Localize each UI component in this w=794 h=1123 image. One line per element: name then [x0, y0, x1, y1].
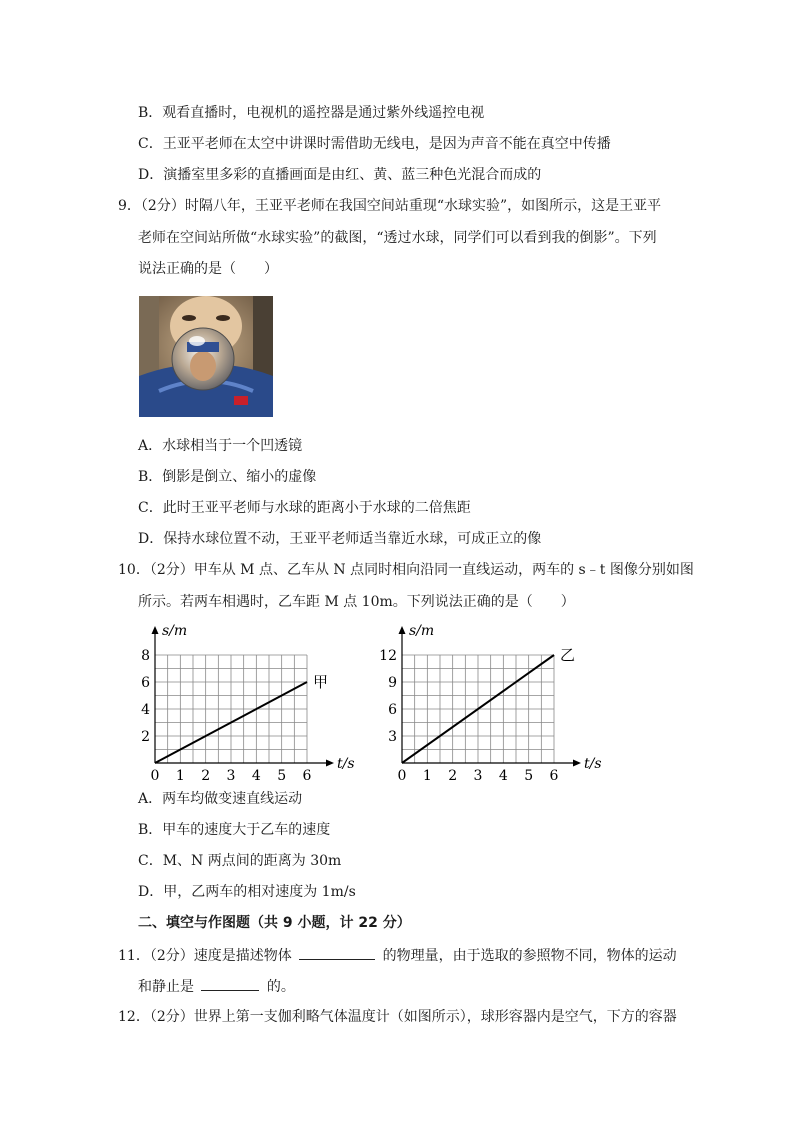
x-tick-label: 0 — [397, 768, 407, 783]
x-axis-arrow — [573, 760, 581, 767]
x-tick-label: 2 — [201, 768, 211, 783]
q12-line1: 12．（2分）世界上第一支伽利略气体温度计（如图所示），球形容器内是空气，下方的容器 — [118, 1009, 677, 1025]
q10-stem-line2: 所示。若两车相遇时，乙车距 M 点 10m。下列说法正确的是（ ） — [138, 594, 575, 610]
y-tick-label: 2 — [141, 729, 150, 745]
y-axis-label: s/m — [409, 623, 435, 639]
q11-blank-1[interactable] — [299, 945, 375, 960]
q9-stem-line3: 说法正确的是（ ） — [138, 261, 278, 277]
q8-option-b: B．观看直播时，电视机的遥控器是通过紫外线遥控电视 — [138, 105, 485, 121]
q11-text-1: 11．（2分）速度是描述物体 — [118, 948, 292, 964]
x-axis-label: t/s — [584, 756, 602, 772]
q10-option-a: A．两车均做变速直线运动 — [138, 791, 303, 807]
q11-text-4: 的。 — [266, 979, 295, 995]
q10-option-d: D．甲，乙两车的相对速度为 1m/s — [138, 884, 356, 900]
q11-line2 — [138, 976, 295, 996]
x-tick-label: 4 — [498, 768, 508, 783]
q10-stem-line1: 10．（2分）甲车从 M 点、乙车从 N 点同时相向沿同一直线运动，两车的 s﹣t 图像分别如图 — [118, 562, 694, 578]
y-tick-label: 12 — [379, 648, 397, 664]
y-tick-label: 4 — [141, 702, 150, 718]
x-tick-label: 3 — [226, 768, 236, 783]
series-label: 甲 — [313, 673, 329, 691]
x-axis-arrow — [326, 760, 334, 767]
y-tick-label: 6 — [141, 675, 150, 691]
q9-stem-line1: 9．（2分）时隔八年，王亚平老师在我国空间站重现“水球实验”，如图所示，这是王亚平 — [118, 198, 662, 214]
chart-jia — [130, 618, 355, 783]
x-tick-label: 5 — [277, 768, 287, 783]
x-tick-label: 1 — [175, 768, 185, 783]
q9-option-c: C．此时王亚平老师与水球的距离小于水球的二倍焦距 — [138, 500, 471, 516]
y-tick-label: 8 — [141, 648, 150, 664]
series-label: 乙 — [560, 646, 576, 664]
q9-option-b: B．倒影是倒立、缩小的虚像 — [138, 469, 317, 485]
x-tick-label: 2 — [448, 768, 458, 783]
q9-stem-line2: 老师在空间站所做“水球实验”的截图，“透过水球，同学们可以看到我的倒影”。下列 — [138, 230, 657, 246]
y-axis-label: s/m — [162, 623, 188, 639]
y-axis-arrow — [399, 626, 406, 634]
y-axis-arrow — [152, 626, 159, 634]
q10-option-c: C．M、N 两点间的距离为 30m — [138, 853, 342, 869]
x-tick-label: 0 — [150, 768, 160, 783]
y-tick-label: 9 — [388, 675, 397, 691]
q11-text-2: 的物理量，由于选取的参照物不同，物体的运动 — [382, 948, 677, 964]
x-tick-label: 1 — [422, 768, 432, 783]
q9-option-d: D．保持水球位置不动，王亚平老师适当靠近水球，可成正立的像 — [138, 531, 542, 547]
q9-option-a: A．水球相当于一个凹透镜 — [138, 438, 303, 454]
x-tick-label: 6 — [302, 768, 312, 783]
y-tick-label: 3 — [388, 729, 397, 745]
y-tick-label: 6 — [388, 702, 397, 718]
q11-blank-2[interactable] — [201, 976, 259, 991]
q10-option-b: B．甲车的速度大于乙车的速度 — [138, 822, 331, 838]
q11-line1 — [118, 945, 677, 965]
section-heading: 二、填空与作图题（共 9 小题，计 22 分） — [138, 915, 411, 931]
x-tick-label: 6 — [549, 768, 559, 783]
x-tick-label: 3 — [473, 768, 483, 783]
q11-text-3: 和静止是 — [138, 979, 194, 995]
water-ball-photo — [139, 296, 273, 417]
q8-option-c: C．王亚平老师在太空中讲课时需借助无线电，是因为声音不能在真空中传播 — [138, 136, 611, 152]
x-tick-label: 4 — [251, 768, 261, 783]
chart-yi — [370, 618, 630, 783]
q8-option-d: D．演播室里多彩的直播画面是由红、黄、蓝三种色光混合而成的 — [138, 167, 542, 183]
x-tick-label: 5 — [524, 768, 534, 783]
x-axis-label: t/s — [337, 756, 355, 772]
